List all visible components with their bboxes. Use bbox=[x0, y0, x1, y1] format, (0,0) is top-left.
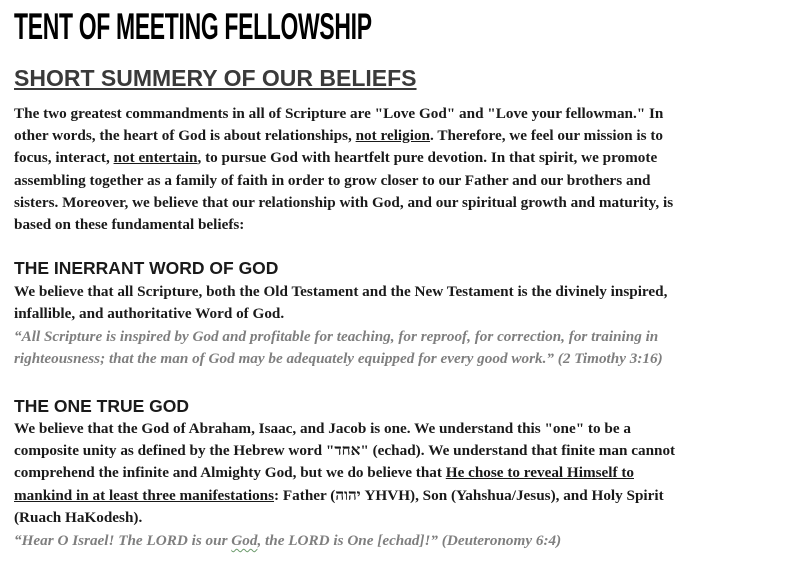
underlined-text: not religion bbox=[355, 127, 431, 145]
underlined-text: mankind in at least three manifestations bbox=[14, 486, 275, 504]
underlined-text: not entertain bbox=[113, 149, 198, 167]
text-run: comprehend the infinite and Almighty God, but we do believe that bbox=[14, 464, 446, 482]
text-run: : Father (יהוה YHVH), Son (Yahshua/Jesus), and Holy Spirit bbox=[274, 486, 664, 504]
underlined-text: He chose to reveal Himself to bbox=[445, 464, 634, 482]
text-line: sisters. Moreover, we believe that our relationship with God, and our spiritual growth and maturity, is bbox=[14, 193, 674, 211]
text-line: We believe that the God of Abraham, Isaac, and Jacob is one. We understand this "one" to be a bbox=[14, 420, 631, 437]
text-line: assembling together as a family of faith in order to grow closer to our Father and our brothers and bbox=[14, 171, 651, 189]
text-line: infallible, and authoritative Word of God. bbox=[14, 305, 285, 323]
quote-line bbox=[14, 530, 794, 552]
section-heading-word-of-god: THE INERRANT WORD OF GOD bbox=[14, 258, 279, 278]
scripture-quote-deuteronomy bbox=[14, 530, 794, 552]
section-heading-one-true-god: THE ONE TRUE GOD bbox=[14, 396, 190, 416]
text-line: We believe that all Scripture, both the Old Testament and the New Testament is the divinely inspired, bbox=[14, 283, 668, 300]
text-line bbox=[14, 125, 794, 147]
intro-paragraph bbox=[14, 103, 794, 236]
text-line: (Ruach HaKodesh). bbox=[14, 508, 143, 526]
scripture-quote-timothy bbox=[14, 326, 794, 370]
text-run: . Therefore, we feel our mission is to bbox=[430, 127, 664, 145]
page-title: TENT OF MEETING FELLOWSHIP bbox=[14, 6, 372, 47]
spellcheck-word: God bbox=[231, 532, 258, 549]
section-body-one-true-god bbox=[14, 418, 794, 529]
quote-line: “All Scripture is inspired by God and profitable for teaching, for reproof, for correction, for training in bbox=[14, 328, 659, 345]
text-line: based on these fundamental beliefs: bbox=[14, 216, 245, 234]
text-run: other words, the heart of God is about relationships, bbox=[14, 127, 356, 145]
text-line bbox=[14, 462, 794, 484]
quote-line: righteousness; that the man of God may be adequately equipped for every good work.” (2 Timothy 3:16) bbox=[14, 350, 663, 368]
text-line: composite unity as defined by the Hebrew word "אחד" (echad). We understand that finite man cannot bbox=[14, 442, 676, 460]
text-run: , to pursue God with heartfelt pure devotion. In that spirit, we promote bbox=[197, 149, 658, 167]
text-line: The two greatest commandments in all of Scripture are "Love God" and "Love your fellowman." In bbox=[14, 105, 664, 122]
section-body-word-of-god bbox=[14, 281, 794, 325]
page-subtitle: SHORT SUMMERY OF OUR BELIEFS bbox=[14, 65, 417, 91]
text-run: “Hear O Israel! The LORD is our bbox=[14, 532, 232, 549]
text-run: focus, interact, bbox=[14, 149, 114, 167]
text-line bbox=[14, 147, 794, 169]
text-run: , the LORD is One [echad]!” (Deuteronomy 6:4) bbox=[257, 532, 562, 549]
text-line bbox=[14, 485, 794, 507]
